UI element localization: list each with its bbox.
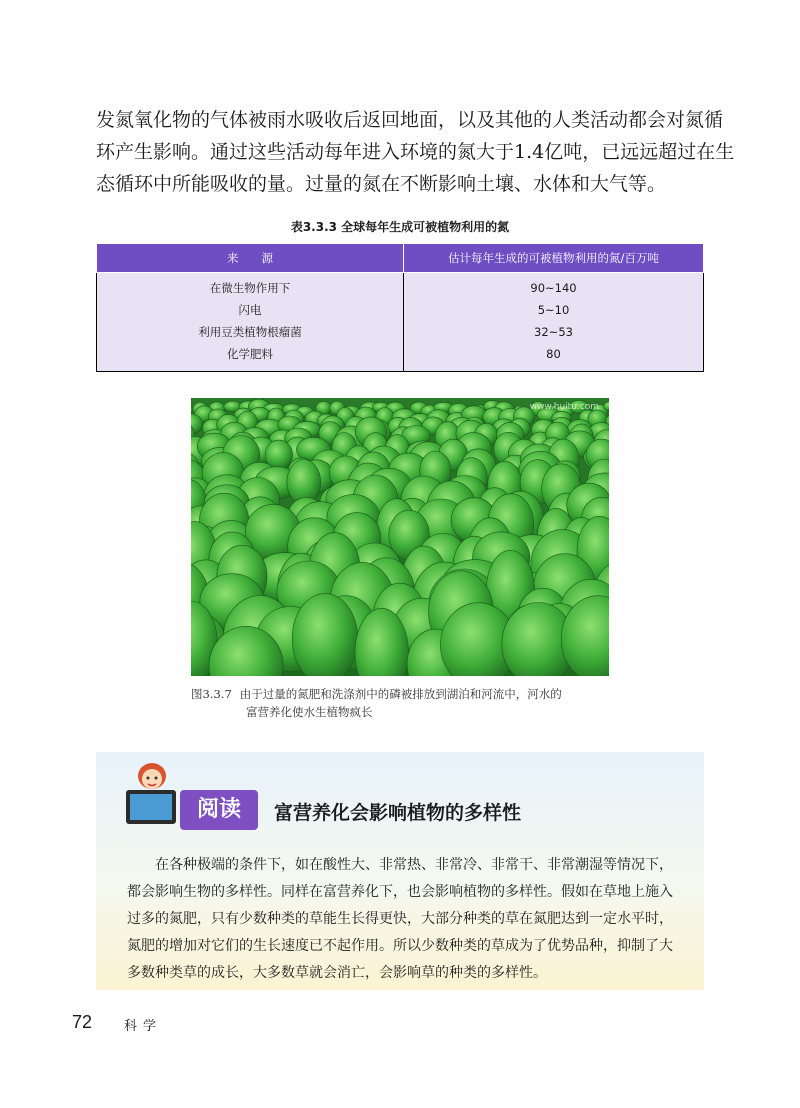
page-number: 72 (72, 1012, 93, 1032)
reading-body (127, 852, 673, 987)
table-header-row (97, 244, 704, 273)
caption-line-2: 富营养化使水生植物疯长 (246, 705, 373, 719)
intro-paragraph (96, 104, 736, 200)
reading-label: 阅读 (180, 790, 258, 830)
reading-text: 在各种极端的条件下，如在酸性大、非常热、非常冷、非常干、非常潮湿等情况下，都会影响生物的多样性。同样在富营养化下，也会影响植物的多样性。假如在草地上施入过多的氮肥，只有少数种类的草能生长得更快，大部分种类的草在氮肥达到一定水平时，氮肥的增加对它们的生长速度已不起作用。所以少数种类的草成为了优势品种，抑制了大多数种类草的成长，大多数草就会消亡，会影响草的种类的多样性。 (127, 857, 673, 981)
water-hyacinth-photo (191, 398, 609, 676)
figure-number: 图3.3.7 (191, 687, 232, 701)
row-amount: 80 (404, 343, 704, 372)
reading-title: 富营养化会影响植物的多样性 (274, 802, 522, 824)
table-row (97, 343, 704, 372)
row-source: 闪电 (97, 299, 404, 321)
reading-girl-icon (122, 760, 182, 830)
figure-caption (191, 685, 631, 721)
table-caption: 表3.3.3 全球每年生成可被植物利用的氮 (290, 220, 510, 234)
header-amount: 估计每年生成的可被植物利用的氮/百万吨 (404, 244, 704, 273)
row-amount: 90~140 (404, 273, 704, 300)
caption-text-1: 由于过量的氮肥和洗涤剂中的磷被排放到湖泊和河流中，河水的 (239, 687, 562, 701)
caption-line-1 (191, 685, 631, 703)
row-source: 化学肥料 (97, 343, 404, 372)
header-source: 来 源 (97, 244, 404, 273)
row-amount: 32~53 (404, 321, 704, 343)
watermark: www.huitu.com (529, 402, 599, 412)
row-source: 利用豆类植物根瘤菌 (97, 321, 404, 343)
book-name: 科学 (124, 1019, 163, 1034)
nitrogen-table (96, 243, 704, 372)
table-row (97, 299, 704, 321)
row-amount: 5~10 (404, 299, 704, 321)
row-source: 在微生物作用下 (97, 273, 404, 300)
table-row (97, 321, 704, 343)
leaf-field-image (191, 398, 609, 676)
table-row (97, 273, 704, 300)
intro-text: 发氮氧化物的气体被雨水吸收后返回地面，以及其他的人类活动都会对氮循环产生影响。通过这些活动每年进入环境的氮大于1.4亿吨，已远远超过在生态循环中所能吸收的量。过量的氮在不断影响土壤、水体和大气等。 (96, 109, 735, 195)
